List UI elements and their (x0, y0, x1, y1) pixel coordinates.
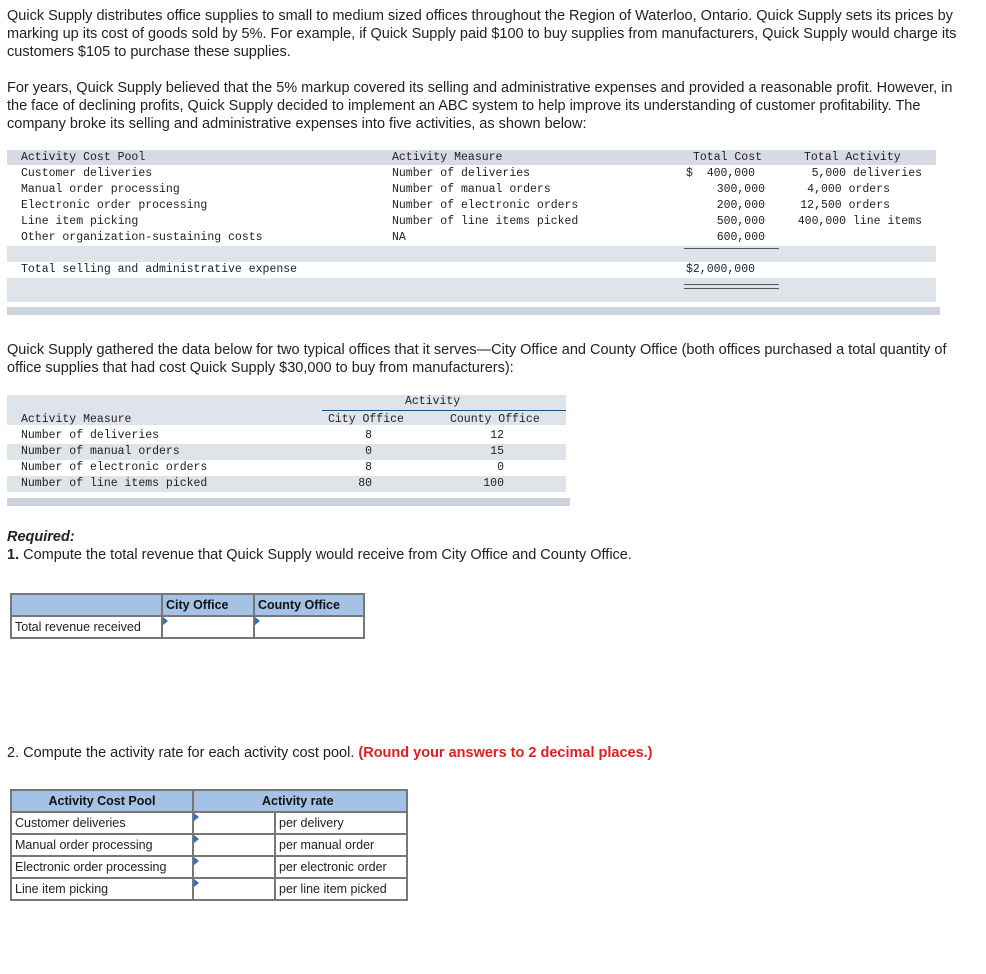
cost-row-pool: Manual order processing (21, 183, 180, 196)
cost-row-activity: 400,000 line items (797, 215, 922, 228)
cost-row-cost: $ 400,000 (686, 167, 756, 180)
rate-input-electronic-orders[interactable] (193, 856, 275, 878)
county-revenue-input[interactable] (254, 616, 364, 638)
cost-row-cost: 500,000 (716, 215, 765, 228)
office-row-county: 12 (490, 429, 504, 442)
office-row-city: 80 (358, 477, 372, 490)
rate-col-pool: Activity Cost Pool (11, 790, 193, 812)
col-header-activity-measure: Activity Measure (392, 151, 503, 164)
rate-row-pool: Electronic order processing (11, 856, 193, 878)
office-row-city: 8 (365, 461, 372, 474)
rate-row-unit: per electronic order (275, 856, 407, 878)
activity-group-header: Activity (405, 395, 461, 408)
office-row-measure: Number of electronic orders (21, 461, 208, 474)
cost-row-pool: Other organization-sustaining costs (21, 231, 263, 244)
cost-row-pool: Electronic order processing (21, 199, 208, 212)
total-expense-label: Total selling and administrative expense (21, 263, 298, 276)
cost-row-cost: 300,000 (716, 183, 765, 196)
col-header-cost-pool: Activity Cost Pool (21, 151, 146, 164)
rate-input-manual-orders[interactable] (193, 834, 275, 856)
rate-input-line-items[interactable] (193, 878, 275, 900)
rate-row-unit: per manual order (275, 834, 407, 856)
activity-rate-table (10, 789, 408, 901)
cost-row-cost: 600,000 (716, 231, 765, 244)
col-header-measure: Activity Measure (21, 413, 132, 426)
col-header-county: County Office (450, 413, 540, 426)
question-1 (7, 547, 632, 563)
revenue-col-city: City Office (162, 594, 254, 616)
office-row-measure: Number of line items picked (21, 477, 208, 490)
office-data-paragraph: Quick Supply gathered the data below for two typical offices that it serves—City Office and County Office (both offices purchased a total quantity of office supplies that had cost Quick Supply $30,000 to buy from manufacturers): (7, 342, 947, 376)
cost-row-measure: Number of deliveries (392, 167, 531, 180)
total-expense-value: $2,000,000 (686, 263, 756, 276)
cost-row-measure: NA (392, 231, 406, 244)
city-revenue-input[interactable] (162, 616, 254, 638)
office-row-measure: Number of deliveries (21, 429, 160, 442)
question-2 (7, 745, 653, 761)
col-header-total-cost: Total Cost (693, 151, 763, 164)
revenue-col-county: County Office (254, 594, 364, 616)
office-row-county: 15 (490, 445, 504, 458)
rate-input-deliveries[interactable] (193, 812, 275, 834)
revenue-answer-table (10, 593, 365, 639)
rate-row-unit: per delivery (275, 812, 407, 834)
office-row-city: 0 (365, 445, 372, 458)
rate-row-unit: per line item picked (275, 878, 407, 900)
office-row-county: 100 (483, 477, 504, 490)
office-row-city: 8 (365, 429, 372, 442)
cost-row-activity: 12,500 orders (800, 199, 890, 212)
intro-paragraph-1: Quick Supply distributes office supplies to small to medium sized offices throughout the Region of Waterloo, Ontario. Quick Supply sets its prices by marking up its cost of goods sold by 5%. For example, if Quick Supply paid $100 to buy supplies from manufacturers, Quick Supply would charge its customers $105 to purchase these supplies. (7, 8, 957, 60)
rounding-note: (Round your answers to 2 decimal places.) (358, 745, 653, 761)
intro-paragraph-2: For years, Quick Supply believed that the 5% markup covered its selling and administrative expenses and provided a reasonable profit. However, in the face of declining profits, Quick Supply decided to implement an ABC system to help improve its understanding of customer profitability. The company broke its selling and administrative expenses into five activities, as shown below: (7, 80, 953, 132)
rate-row-pool: Line item picking (11, 878, 193, 900)
cost-row-measure: Number of line items picked (392, 215, 579, 228)
cost-row-cost: 200,000 (716, 199, 765, 212)
rate-row-pool: Customer deliveries (11, 812, 193, 834)
col-header-total-activity: Total Activity (804, 151, 901, 164)
col-header-city: City Office (328, 413, 404, 426)
cost-row-activity: 4,000 orders (807, 183, 890, 196)
rate-col-rate: Activity rate (193, 790, 407, 812)
revenue-row-label: Total revenue received (11, 616, 162, 638)
office-row-measure: Number of manual orders (21, 445, 180, 458)
cost-row-measure: Number of manual orders (392, 183, 551, 196)
rate-row-pool: Manual order processing (11, 834, 193, 856)
office-row-county: 0 (497, 461, 504, 474)
question-2-text: 2. Compute the activity rate for each activity cost pool. (7, 745, 355, 761)
cost-row-measure: Number of electronic orders (392, 199, 579, 212)
cost-row-pool: Line item picking (21, 215, 139, 228)
cost-row-pool: Customer deliveries (21, 167, 153, 180)
question-1-text: Compute the total revenue that Quick Supply would receive from City Office and County Office. (23, 547, 632, 563)
required-heading: Required: (7, 529, 75, 545)
question-1-number: 1. (7, 547, 20, 563)
cost-row-activity: 5,000 deliveries (811, 167, 922, 180)
